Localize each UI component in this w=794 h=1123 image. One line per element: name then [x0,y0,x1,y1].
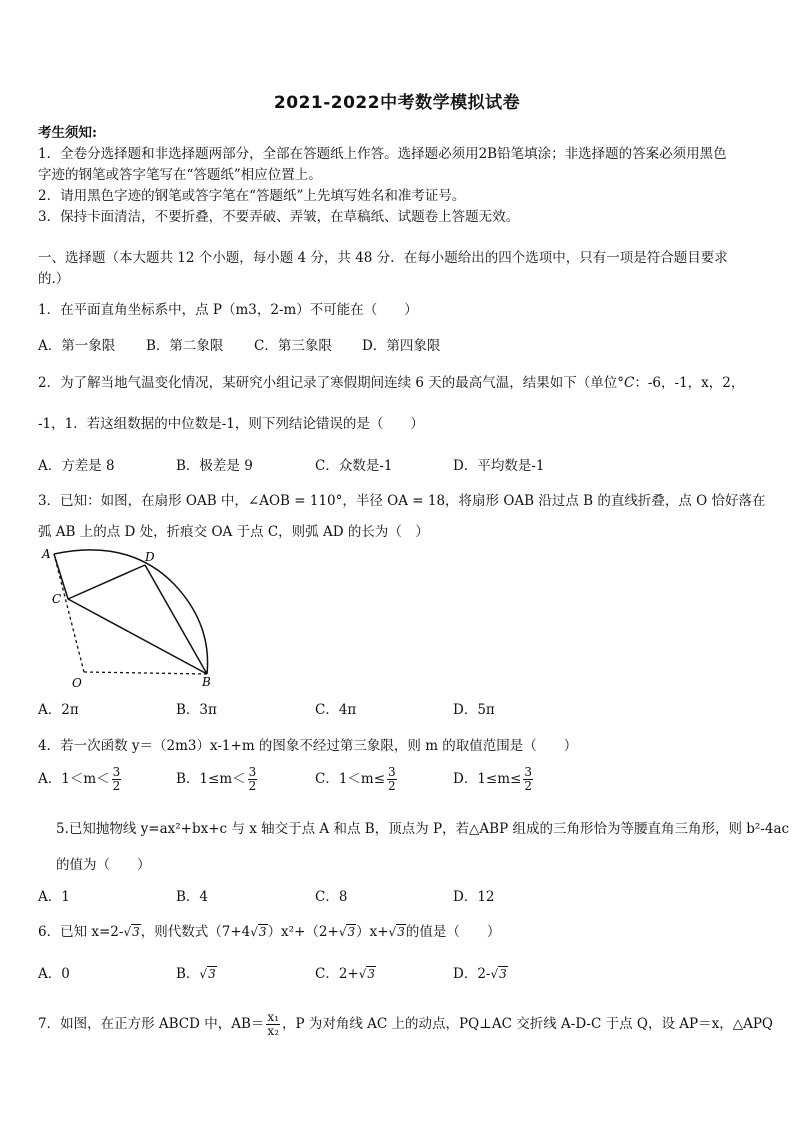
label-b: B [202,675,211,689]
notice-line-3: 2．请用黑色字迹的钢笔或答字笔在“答题纸”上先填写姓名和准考证号。 [38,188,466,204]
label-a: A [42,547,51,561]
arc-ab [54,550,208,674]
fraction: $\frac{\text{x₁}}{\text{x₂}}$ [267,1010,279,1038]
segment-oa [54,554,84,672]
q4-stem: 4．若一次函数 y＝（2m3）x-1+m 的图象不经过第三象限，则 m 的取值范围是（ ） [38,738,578,754]
label-c: C [52,592,62,606]
q4-option-d[interactable]: D．1≤m≤ $\frac{3}{2}$ [453,765,532,793]
q6-option-c[interactable]: C．2+√3 [315,966,376,982]
q5-option-c[interactable]: C．8 [315,889,348,905]
q3-option-d[interactable]: D．5π [453,702,495,718]
q1-option-d[interactable]: D．第四象限 [362,338,441,354]
fraction: $\frac{3}{2}$ [248,765,257,793]
q3-option-a[interactable]: A．2π [38,702,79,718]
q2-line-1-text: 2．为了解当地气温变化情况，某研究小组记录了寒假期间连续 6 天的最高气温，结果如下（单位 [38,375,618,391]
q5-option-b[interactable]: B．4 [176,889,209,905]
notice-line-2: 字迹的钢笔或答字笔写在“答题纸”相应位置上。 [38,167,322,183]
fraction: $\frac{3}{2}$ [524,765,532,793]
q2-unit: °C [617,375,635,391]
sqrt: √3 [490,967,507,981]
q7-stem: 7．如图，在正方形 ABCD 中，AB＝ $\frac{\text{x₁}}{\text{x₂}}$ ，P 为对角线 AC 上的动点，PQ⊥AC 交折线 A-D-C 于点 Q，设 AP＝x，△APQ [38,1010,773,1038]
q5-option-d[interactable]: D．12 [453,889,495,905]
q3-option-c[interactable]: C．4π [315,702,357,718]
q5-line-2: 的值为（ ） [56,857,151,873]
q4-option-b[interactable]: B．1≤m＜ $\frac{3}{2}$ [176,765,257,793]
q5-line-1: 5.已知抛物线 y=ax²+bx+c 与 x 轴交于点 A 和点 B，顶点为 P，若△ABP 组成的三角形恰为等腰直角三角形，则 b²-4ac [56,821,790,837]
segment-cd [68,565,145,599]
q1-option-c[interactable]: C．第三象限 [254,338,332,354]
q1-stem: 1．在平面直角坐标系中，点 P（m3，2-m）不可能在（ ） [38,302,418,318]
q4-option-a[interactable]: A．1＜m＜ $\frac{3}{2}$ [38,765,121,793]
sqrt: √3 [123,925,140,939]
q1-option-b[interactable]: B．第二象限 [146,338,224,354]
q1-option-a[interactable]: A．第一象限 [38,338,116,354]
label-o: O [72,676,82,689]
notice-line-1: 1．全卷分选择题和非选择题两部分，全部在答题纸上作答。选择题必须用2B铅笔填涂；非选择题的答案必须用黑色 [38,146,727,162]
q3-line-2: 弧 AB 上的点 D 处，折痕交 OA 于点 C，则弧 AD 的长为（ ） [38,524,429,540]
segment-ob [84,672,207,674]
q6-option-b[interactable]: B．√3 [176,966,216,982]
q2-line-1 [38,371,744,391]
q3-option-b[interactable]: B．3π [176,702,217,718]
sqrt: √3 [388,925,405,939]
notice-line-4: 3．保持卡面清洁，不要折叠，不要弄破、弄皱，在草稿纸、试题卷上答题无效。 [38,209,520,225]
q6-option-a[interactable]: A．0 [38,966,70,982]
fraction: $\frac{3}{2}$ [112,765,121,793]
q2-line-2: -1，1．若这组数据的中位数是-1，则下列结论错误的是（ ） [38,416,424,432]
q2-line-1-tail: ：-6，-1，x，2， [634,375,745,391]
q2-option-b[interactable]: B．极差是 9 [176,458,253,474]
q2-option-c[interactable]: C．众数是-1 [315,458,393,474]
sqrt: √3 [358,967,376,981]
q4-option-c[interactable]: C．1＜m≤ $\frac{3}{2}$ [315,765,396,793]
q6-option-d[interactable]: D．2-√3 [453,966,507,982]
label-d: D [145,550,155,564]
sqrt: √3 [338,925,356,939]
section-heading-line-2: 的.） [38,271,70,287]
q2-option-d[interactable]: D．平均数是-1 [453,458,545,474]
fraction: $\frac{3}{2}$ [388,765,396,793]
q6-stem: 6．已知 x=2-√3，则代数式（7+4√3）x²+（2+√3）x+√3的值是（ ） [38,924,501,940]
sqrt: √3 [199,967,216,981]
q3-sector-figure [34,544,224,689]
q3-line-1: 3．已知：如图，在扇形 OAB 中，∠AOB = 110°，半径 OA = 18，将扇形 OAB 沿过点 B 的直线折叠，点 O 恰好落在 [38,493,766,509]
q5-option-a[interactable]: A．1 [38,889,70,905]
q2-option-a[interactable]: A．方差是 8 [38,458,115,474]
sqrt: √3 [250,925,267,939]
page-title: 2021-2022中考数学模拟试卷 [273,93,521,113]
notice-heading: 考生须知: [38,125,97,141]
section-heading-line-1: 一、选择题（本大题共 12 个小题，每小题 4 分，共 48 分．在每小题给出的四个选项中，只有一项是符合题目要求 [38,250,728,266]
